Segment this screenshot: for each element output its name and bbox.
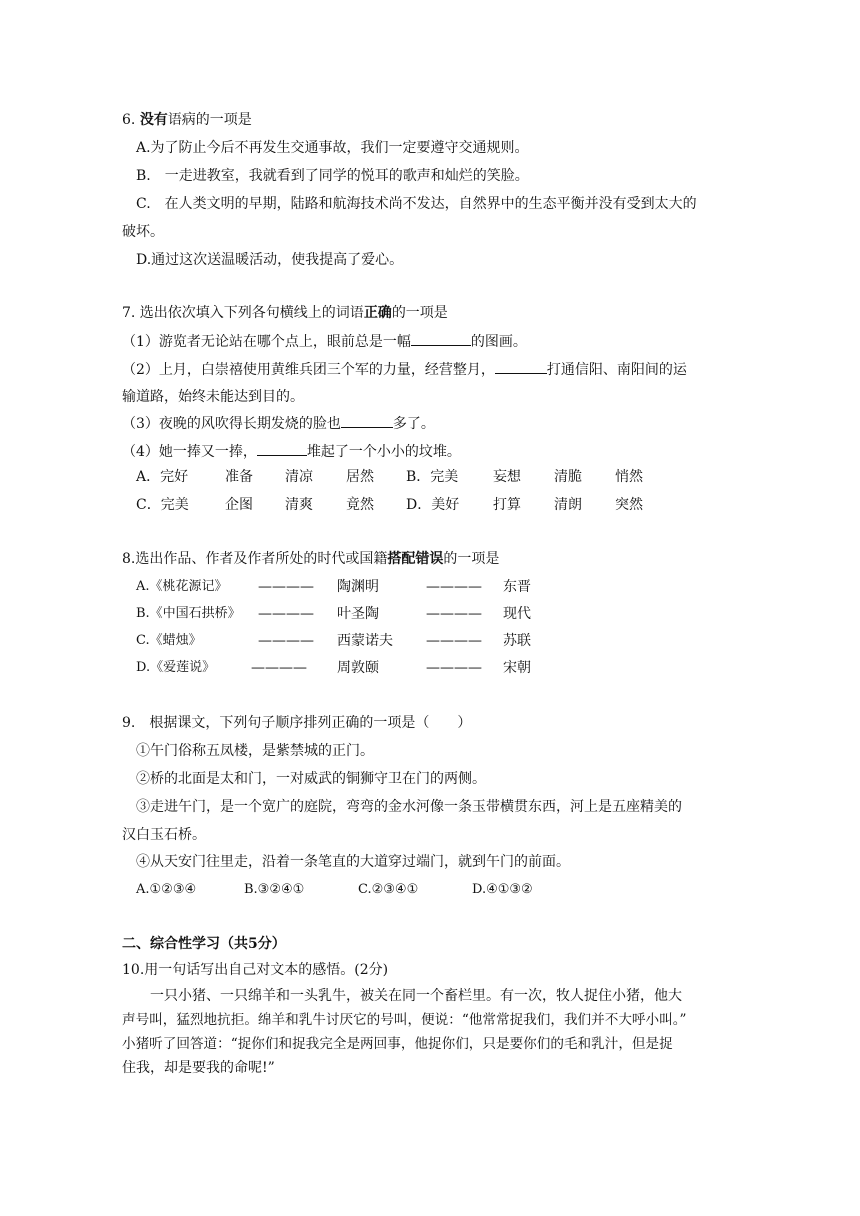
q7-option-a-2: 准备	[225, 469, 253, 485]
q8-author-a: 陶渊明	[337, 579, 379, 595]
q6-option-d: D.通过这次送温暖活动，使我提高了爱心。	[136, 252, 404, 268]
q7-prefix: 7. 选出依次填入下列各句横线上的词语	[122, 305, 364, 321]
q9-sentence-4: ④从天安门往里走，沿着一条笔直的大道穿过端门，就到午门的前面。	[136, 854, 570, 870]
q8-prefix: 8.选出作品、作者及作者所处的时代或国籍	[122, 551, 388, 567]
q6-option-b: B. 一走进教室，我就看到了同学的悦耳的歌声和灿烂的笑脸。	[136, 168, 529, 184]
passage-line-2: 声号叫，猛烈地抗拒。绵羊和乳牛讨厌它的号叫，便说：“他常常捉我们，我们并不大呼小叫。”	[122, 1012, 687, 1028]
q8-dash: ————	[258, 633, 314, 649]
q7-option-d-2: 打算	[493, 497, 521, 513]
q7-s2a: （2）上月，白崇禧使用黄维兵团三个军的力量，经营整月，	[122, 362, 495, 378]
q7-option-c-4: 竟然	[346, 497, 374, 513]
q7-option-d-3: 清朗	[554, 497, 582, 513]
q8-era-c: 苏联	[503, 633, 531, 649]
q7-s3a: （3）夜晚的风吹得长期发烧的脸也	[122, 416, 341, 432]
q9-option-d: D.④①③②	[472, 882, 533, 897]
q7-option-b-4: 悄然	[615, 469, 643, 485]
q8-dash: ————	[251, 660, 307, 676]
q7-option-c-2: 企图	[225, 497, 253, 513]
q9-sentence-3-cont: 汉白玉石桥。	[122, 827, 206, 843]
q8-work-c: C.《蜡烛》	[136, 633, 202, 648]
q6-option-c: C. 在人类文明的早期，陆路和航海技术尚不发达，自然界中的生态平衡并没有受到太大的	[136, 196, 697, 212]
q7-sentence-1	[122, 331, 527, 352]
q8-dash: ————	[426, 606, 482, 622]
q6-option-c-cont: 破坏。	[122, 224, 164, 240]
passage-line-1: 一只小猪、一只绵羊和一头乳牛，被关在同一个畜栏里。有一次，牧人捉住小猪，他大	[150, 988, 682, 1004]
q7-option-a-4: 居然	[346, 469, 374, 485]
q7-sentence-2	[122, 359, 687, 380]
q8-dash: ————	[426, 579, 482, 595]
q7-option-c-3: 清爽	[285, 497, 313, 513]
passage-line-3: 小猪听了回答道：“捉你们和捉我完全是两回事，他捉你们，只是要你们的毛和乳汁，但是捉	[122, 1036, 673, 1052]
q7-sentence-2-cont: 输道路，始终未能达到目的。	[122, 389, 304, 405]
q8-dash: ————	[426, 633, 482, 649]
q7-option-b-2: 妄想	[493, 469, 521, 485]
q8-work-d: D.《爱莲说》	[136, 660, 216, 675]
q8-dash: ————	[426, 660, 482, 676]
q8-author-b: 叶圣陶	[337, 606, 379, 622]
section-2-heading: 二、综合性学习（共5分）	[122, 936, 286, 952]
q9-option-a: A.①②③④	[136, 882, 197, 897]
q7-option-a-1: A．完好	[136, 469, 189, 485]
q8-era-b: 现代	[503, 606, 531, 622]
q7-s2b: 打通信阳、南阳间的运	[546, 362, 687, 378]
q8-dash: ————	[258, 606, 314, 622]
q6-option-a: A.为了防止今后不再发生交通事故，我们一定要遵守交通规则。	[136, 140, 529, 156]
q7-s1b: 的图画。	[470, 334, 527, 350]
q6-number: 6.	[122, 112, 136, 128]
blank-3	[341, 413, 393, 428]
q9-sentence-1: ①午门俗称五凤楼，是紫禁城的正门。	[136, 743, 374, 759]
passage-line-4: 住我，却是要我的命呢!”	[122, 1060, 275, 1076]
q8-author-d: 周敦颐	[337, 660, 379, 676]
q9-title: 9. 根据课文，下列句子顺序排列正确的一项是（ ）	[122, 715, 472, 731]
q8-title	[122, 549, 499, 569]
q7-suffix: 的一项是	[391, 305, 448, 321]
q9-sentence-2: ②桥的北面是太和门，一对威武的铜狮守卫在门的两侧。	[136, 771, 486, 787]
q10-title: 10.用一句话写出自己对文本的感悟。(2分)	[122, 962, 389, 978]
blank-1	[411, 331, 471, 346]
q6-title	[122, 110, 252, 130]
q8-bold: 搭配错误	[387, 551, 444, 567]
q7-sentence-4	[122, 441, 461, 462]
q7-s1a: （1）游览者无论站在哪个点上，眼前总是一幅	[122, 334, 411, 350]
q9-option-c: C.②③④①	[358, 882, 419, 897]
blank-2	[495, 359, 547, 374]
q7-sentence-3	[122, 413, 435, 434]
q7-option-b-1: B．完美	[406, 469, 459, 485]
q7-option-d-4: 突然	[615, 497, 643, 513]
q7-s4b: 堆起了一个小小的坟堆。	[306, 444, 461, 460]
q7-option-b-3: 清脆	[554, 469, 582, 485]
q7-title	[122, 303, 448, 323]
q8-suffix: 的一项是	[443, 551, 500, 567]
q8-author-c: 西蒙诺夫	[337, 633, 393, 649]
blank-4	[257, 441, 307, 456]
q8-work-b: B.《中国石拱桥》	[136, 606, 241, 621]
q9-sentence-3: ③走进午门，是一个宽广的庭院，弯弯的金水河像一条玉带横贯东西，河上是五座精美的	[136, 799, 682, 815]
q8-work-a: A.《桃花源记》	[136, 579, 228, 594]
q6-bold: 没有	[139, 112, 168, 128]
q7-option-a-3: 清凉	[285, 469, 313, 485]
q8-era-d: 宋朝	[503, 660, 531, 676]
q8-era-a: 东晋	[503, 579, 531, 595]
q8-dash: ————	[258, 579, 314, 595]
q7-s3b: 多了。	[392, 416, 435, 432]
q7-s4a: （4）她一捧又一捧，	[122, 444, 257, 460]
q7-option-c-1: C．完美	[136, 497, 189, 513]
q7-option-d-1: D．美好	[406, 497, 460, 513]
q7-bold: 正确	[363, 305, 392, 321]
q6-rest: 语病的一项是	[167, 112, 252, 128]
q9-option-b: B.③②④①	[244, 882, 305, 897]
